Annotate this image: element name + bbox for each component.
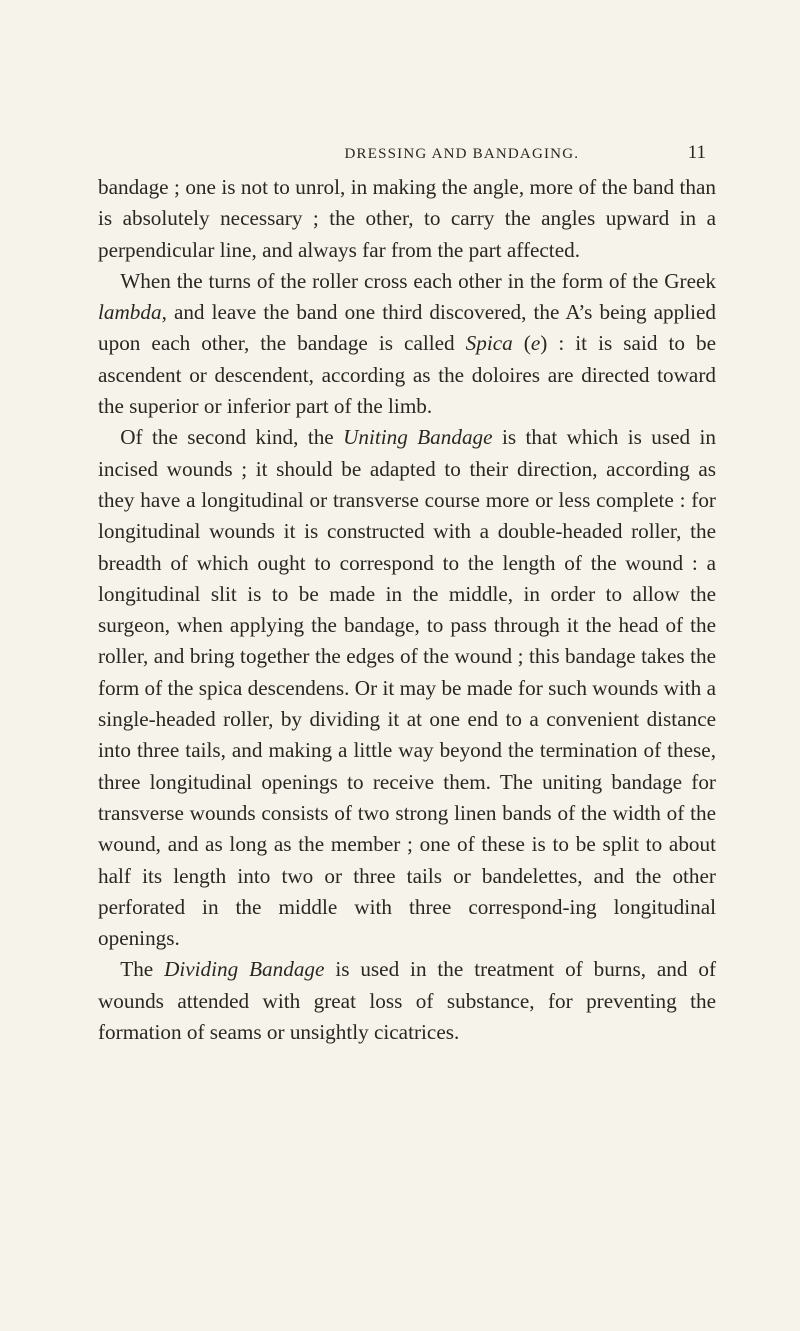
italic-term: lambda: [98, 300, 162, 325]
running-head-title: DRESSING AND BANDAGING.: [344, 146, 580, 162]
running-head: [236, 142, 706, 164]
page-number: 11: [687, 142, 706, 163]
text-run: (: [512, 331, 531, 356]
italic-term: Uniting Bandage: [343, 425, 493, 450]
paragraph-1: [98, 172, 716, 266]
italic-term: Spica: [465, 331, 513, 356]
italic-term: Dividing Bandage: [164, 957, 325, 982]
text-run: is that which is used in incised wounds ; it should be adapted to their direction, according as they have a longitudinal or transverse course more or less complete : for longitudinal wounds it is constructed with a double-headed roller, the breadth of which ought to correspond to the length of the wound : a longitudinal slit is to be made in the middle, in order to allow the surgeon, when applying the bandage, to pass through it the head of the roller, and bring together the edges of the wound ; this bandage takes the form of the spica descendens. Or it may be made for such wounds with a single-headed roller, by dividing it at one end to a convenient distance into three tails, and making a little way beyond the termination of these, three longitudinal openings to receive them. The uniting bandage for transverse wounds consists of two strong linen bands of the width of the wound, and as long as the member ; one of these is to be split to about half its length into two or three tails or bandelettes, and the other perforated in the middle with three correspond-ing longitudinal openings.: [98, 425, 716, 951]
italic-term: e: [530, 331, 541, 356]
text-run: When the turns of the roller cross each other in the form of the Greek: [120, 268, 716, 293]
paragraph-4: [98, 954, 716, 1048]
body-text: [98, 172, 716, 1048]
text-run: is used in the treatment of burns, and of wounds attended with great loss of substance, for preventing the formation of seams or unsightly cicatrices.: [98, 957, 716, 1045]
paragraph-2: [98, 266, 716, 422]
text-run: The: [120, 957, 165, 982]
text-run: ) : it is said to be ascendent or descendent, according as the doloires are directed toward the superior or inferior part of the limb.: [98, 331, 716, 419]
paragraph-3: [98, 422, 716, 954]
text-run: , and leave the band one third discovered, the A’s being applied upon each other, the bandage is called: [98, 300, 716, 356]
text-run: Of the second kind, the: [120, 425, 344, 450]
text-run: bandage ; one is not to unrol, in making the angle, more of the band than is absolutely necessary ; the other, to carry the angles upward in a perpendicular line, and always far from the part affected.: [98, 175, 716, 262]
